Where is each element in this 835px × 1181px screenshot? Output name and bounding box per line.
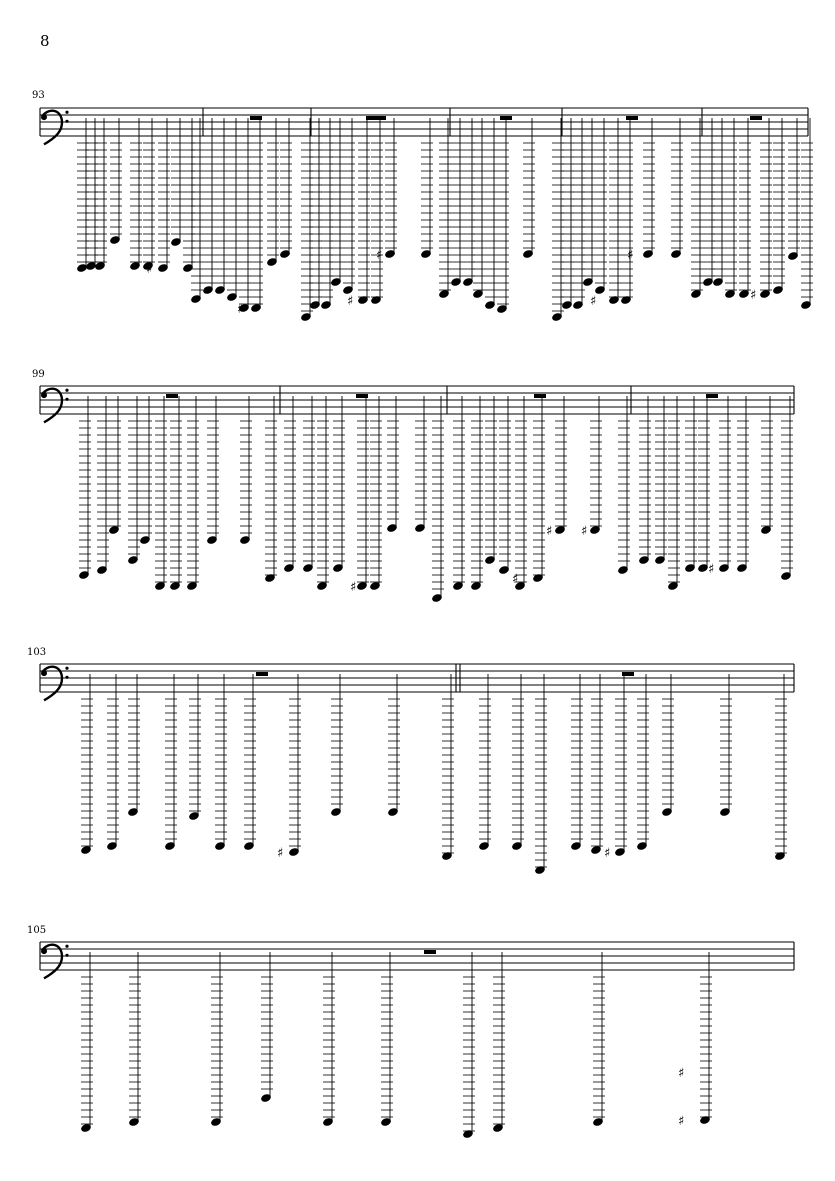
bass-clef-dot [65,111,68,114]
measure-number-103: 103 [27,647,47,658]
sharp-icon: ♯ [750,288,757,303]
sharp-icon: ♯ [627,248,634,263]
whole-rest-icon [622,672,634,676]
sharp-icon: ♯ [350,580,357,595]
bass-clef-dot [41,670,47,676]
whole-rest-icon [534,394,546,398]
bass-clef-dot [65,667,68,670]
sharp-icon: ♯ [277,846,284,861]
bass-clef-dot [41,392,47,398]
whole-rest-icon [166,394,178,398]
sharp-icon: ♯ [590,294,597,309]
bass-clef-dot [65,945,68,948]
bass-clef-dot [41,114,47,120]
bass-clef-dot [65,676,68,679]
bass-clef-dot [65,120,68,123]
sharp-icon: ♯ [546,524,553,539]
whole-rest-icon [374,116,386,120]
sharp-icon: ♯ [146,262,153,277]
bass-clef-dot [65,954,68,957]
whole-rest-icon [750,116,762,120]
whole-rest-icon [250,116,262,120]
sharp-icon: ♯ [376,248,383,263]
sharp-icon: ♯ [678,1066,685,1081]
measure-number-99: 99 [32,369,45,380]
page-number: 8 [40,32,50,50]
sharp-icon: ♯ [237,302,244,317]
whole-rest-icon [706,394,718,398]
sharp-icon: ♯ [678,1114,685,1129]
sharp-icon: ♯ [347,294,354,309]
sharp-icon: ♯ [604,846,611,861]
bass-clef-dot [41,948,47,954]
bass-clef-dot [65,389,68,392]
bass-clef-dot [65,398,68,401]
sharp-icon: ♯ [708,562,715,577]
whole-rest-icon [256,672,268,676]
whole-rest-icon [500,116,512,120]
whole-rest-icon [424,950,436,954]
measure-number-105: 105 [27,925,47,936]
measure-number-93: 93 [32,90,45,101]
sharp-icon: ♯ [512,572,519,587]
whole-rest-icon [626,116,638,120]
sharp-icon: ♯ [581,524,588,539]
whole-rest-icon [356,394,368,398]
